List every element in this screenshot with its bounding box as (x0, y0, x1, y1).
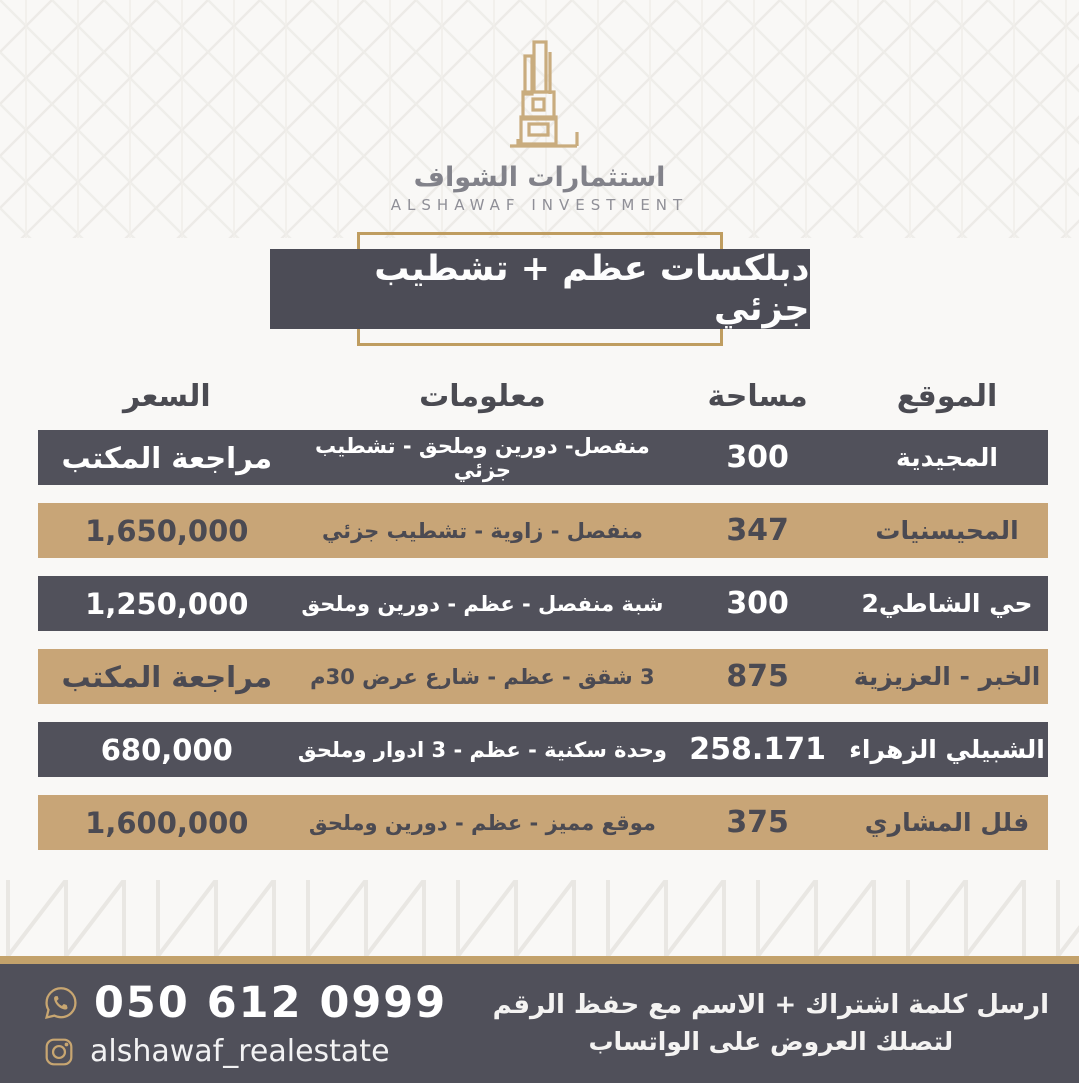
footer-bar (0, 964, 1079, 1083)
brand-name-arabic: استثمارات الشواف (413, 162, 666, 193)
table-header-row (38, 362, 1048, 430)
cell-price: مراجعة المكتب (61, 659, 273, 694)
cell-info: موقع مميز - عظم - دورين وملحق (308, 810, 656, 835)
cell-location: الشبيلي الزهراء (849, 735, 1045, 764)
title-dark-box (270, 249, 810, 329)
cell-area: 375 (726, 805, 789, 840)
cell-area: 347 (726, 513, 789, 548)
phone-row[interactable] (42, 978, 447, 1028)
subscription-note (479, 987, 1049, 1061)
cell-location: فلل المشاري (864, 808, 1030, 837)
cell-location: حي الشاطي2 (861, 589, 1033, 618)
cell-price: 1,250,000 (85, 586, 249, 621)
tower-logo-icon (485, 40, 595, 158)
brand-name-english: ALSHAWAF INVESTMENT (390, 196, 689, 214)
cell-info: وحدة سكنية - عظم - 3 ادوار وملحق (297, 737, 667, 762)
cell-info: منفصل- دورين وملحق - تشطيب جزئي (315, 433, 650, 482)
cell-area: 875 (726, 659, 789, 694)
title-banner (260, 232, 820, 348)
table-row (38, 795, 1048, 850)
phone-number[interactable]: 050 612 0999 (94, 978, 448, 1028)
table-row (38, 722, 1048, 777)
cell-location: المجيدية (896, 443, 998, 472)
table-row (38, 430, 1048, 485)
cell-area: 300 (726, 440, 789, 475)
cell-price: مراجعة المكتب (61, 440, 273, 475)
page-title: دبلكسات عظم + تشطيب جزئي (374, 249, 810, 329)
cell-area: 258.171 (689, 732, 826, 767)
cell-info: منفصل - زاوية - تشطيب جزئي (321, 518, 643, 543)
header-location: الموقع (896, 378, 998, 414)
zigzag-pattern-band (0, 880, 1079, 956)
cell-price: 1,600,000 (85, 805, 249, 840)
instagram-icon (42, 1035, 76, 1069)
header-price: السعر (122, 378, 211, 414)
note-line-2: لتصلك العروض على الواتساب (588, 1027, 954, 1057)
cell-location: المحيسنيات (875, 516, 1019, 545)
header-info: معلومات (419, 378, 546, 414)
cell-price: 680,000 (100, 732, 233, 767)
table-row (38, 576, 1048, 631)
instagram-row[interactable] (42, 1034, 447, 1069)
brand-logo (0, 0, 1079, 214)
whatsapp-icon (42, 984, 80, 1022)
cell-location: الخبر - العزيزية (853, 662, 1041, 691)
cell-area: 300 (726, 586, 789, 621)
footer-gold-strip (0, 956, 1079, 964)
cell-info: شبة منفصل - عظم - دورين وملحق (301, 591, 664, 616)
instagram-handle[interactable]: alshawaf_realestate (90, 1034, 390, 1069)
listings-table (38, 362, 1048, 850)
header-area: مساحة (707, 378, 808, 414)
table-row (38, 503, 1048, 558)
note-line-1: ارسل كلمة اشتراك + الاسم مع حفظ الرقم (492, 989, 1049, 1020)
footer (0, 956, 1079, 1083)
cell-price: 1,650,000 (85, 513, 249, 548)
cell-info: 3 شقق - عظم - شارع عرض 30م (310, 664, 655, 689)
table-row (38, 649, 1048, 704)
contact-block (42, 978, 447, 1069)
